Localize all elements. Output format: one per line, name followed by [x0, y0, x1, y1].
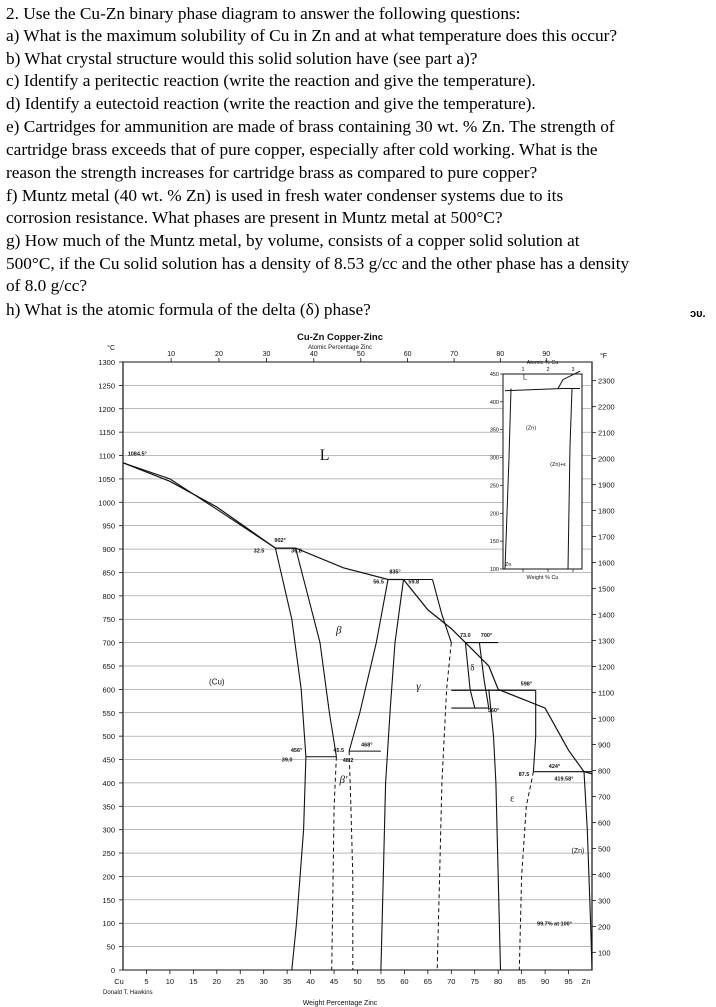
inset-top-label: Atomic % Cu: [526, 360, 559, 366]
point-label-t598: 598°: [520, 681, 533, 688]
tick-label-fahrenheit: 2000: [598, 454, 615, 464]
tick-label-celsius: 800: [102, 591, 115, 601]
tick-label-atomic: 70: [450, 351, 458, 358]
phase-label-gamma: γ: [416, 680, 421, 693]
tick-label-fahrenheit: 1400: [598, 610, 615, 620]
inset-phase-zn-eps: (Zn)+ε: [550, 461, 566, 468]
phase-label-liquid: L: [319, 447, 330, 465]
point-label-t560: 560°: [487, 707, 500, 714]
tick-label-atomic: 40: [309, 351, 318, 358]
gamma-top-right: [433, 580, 452, 643]
weight-axis-label: Weight Percentage Zinc: [302, 1000, 378, 1007]
tick-label-weight: 90: [540, 977, 550, 986]
question-line-0: 2. Use the Cu-Zn binary phase diagram to answer the following questions:: [6, 4, 521, 23]
tick-label-celsius: 950: [102, 521, 115, 531]
tick-label-weight: 50: [353, 977, 362, 986]
delta-left: [465, 643, 474, 709]
tick-label-atomic: 30: [262, 351, 271, 358]
tick-label-celsius: 50: [106, 942, 115, 952]
tick-label-celsius: 450: [102, 755, 115, 765]
celsius-unit: °C: [107, 345, 115, 352]
zn-end-label: Zn: [581, 977, 591, 986]
tick-label-celsius: 900: [102, 545, 115, 555]
question-line-12: of 8.0 g/cc?: [6, 276, 88, 295]
corner-mark: ɔυ.: [690, 308, 706, 320]
inset-zn-label: Zn: [505, 562, 512, 568]
tick-label-fahrenheit: 1600: [598, 558, 615, 568]
phase-label-zn: (Zn): [571, 848, 585, 856]
inset-temp-label: 400: [489, 399, 499, 406]
tick-label-fahrenheit: 200: [598, 922, 611, 932]
point-label-t48_2: 48.2: [342, 757, 354, 764]
point-label-t99_7: 99.7% at 100°: [537, 921, 572, 928]
tick-label-celsius: 1200: [98, 404, 115, 414]
inset-temp-label: 300: [489, 455, 499, 462]
gamma-left: [381, 580, 404, 971]
question-line-10: g) How much of the Muntz metal, by volume, consists of a copper solid solution at: [6, 231, 580, 250]
phase-label-beta-prime: β': [339, 773, 348, 786]
tick-label-weight: 95: [564, 977, 573, 986]
phase-label-beta: β: [335, 624, 342, 637]
tick-label-celsius: 500: [102, 732, 115, 742]
tick-label-celsius: 750: [102, 615, 115, 625]
inset-frame: [503, 374, 582, 569]
tick-label-atomic: 10: [167, 351, 176, 358]
tick-label-weight: 75: [470, 977, 479, 986]
tick-label-fahrenheit: 1300: [598, 636, 615, 646]
tick-label-celsius: 400: [102, 778, 115, 788]
tick-label-fahrenheit: 500: [598, 844, 611, 854]
tick-label-celsius: 300: [102, 825, 115, 835]
tick-label-celsius: 100: [102, 919, 115, 929]
tick-label-weight: 80: [494, 977, 503, 986]
tick-label-celsius: 1050: [98, 474, 115, 484]
cu-end-label: Cu: [114, 977, 124, 986]
tick-label-fahrenheit: 2300: [598, 376, 615, 386]
point-label-t73: 73.0: [460, 633, 471, 640]
point-label-t456: 456°: [290, 748, 303, 755]
point-label-t59_8: 59.8: [408, 579, 420, 586]
question-line-11: 500°C, if the Cu solid solution has a density of 8.53 g/cc and the other phase has a density: [6, 254, 630, 273]
tick-label-weight: 25: [236, 977, 245, 986]
point-label-t700: 700°: [480, 633, 493, 640]
tick-label-celsius: 1300: [98, 358, 115, 367]
tick-label-fahrenheit: 1900: [598, 480, 615, 490]
beta-prime-right: [349, 751, 353, 970]
tick-label-celsius: 250: [102, 849, 115, 859]
question-line-2: b) What crystal structure would this solid solution have (see part a)?: [6, 49, 478, 68]
tick-label-weight: 20: [212, 977, 221, 986]
zn-rich-inset: [490, 360, 582, 581]
point-label-t87_5: 87.5: [518, 771, 530, 778]
tick-label-celsius: 600: [102, 685, 115, 695]
tick-label-weight: 85: [517, 977, 526, 986]
tick-label-weight: 15: [189, 977, 198, 986]
tick-label-celsius: 1150: [98, 428, 115, 438]
inset-phase-l: L: [523, 374, 527, 382]
point-label-t419: 419.58°: [554, 776, 574, 783]
point-label-t36_8: 36.8: [291, 548, 302, 555]
inset-phase-zn: (Zn): [525, 425, 537, 432]
point-label-t902: 902°: [274, 538, 286, 545]
question-line-5: e) Cartridges for ammunition are made of brass containing 30 wt. % Zn. The strength of: [6, 117, 615, 136]
inset-x-label: 2: [546, 367, 550, 373]
tick-label-celsius: 1250: [98, 381, 115, 391]
epsilon-right-lower: [519, 772, 533, 970]
fahrenheit-unit: °F: [600, 353, 608, 360]
tick-label-fahrenheit: 100: [598, 948, 611, 958]
phase-label-cu: (Cu): [209, 677, 225, 687]
author-credit: Donald T. Hawkins: [103, 990, 153, 996]
question-line-9: corrosion resistance. What phases are present in Muntz metal at 500°C?: [6, 208, 503, 227]
question-line-6: cartridge brass exceeds that of pure copper, especially after cold working. What is the: [6, 140, 598, 159]
point-label-t56_5: 56.5: [373, 579, 384, 586]
inset-temp-label: 200: [489, 511, 499, 518]
inset-temp-label: 100: [489, 567, 499, 573]
tick-label-celsius: 150: [102, 895, 115, 905]
tick-label-fahrenheit: 1100: [598, 688, 615, 698]
point-label-t45_5: 45.5: [333, 748, 345, 755]
point-label-t32_5: 32.5: [253, 548, 265, 555]
zn-solvus: [584, 772, 592, 970]
tick-label-celsius: 700: [102, 638, 115, 648]
tick-label-fahrenheit: 700: [598, 792, 611, 802]
question-line-13: h) What is the atomic formula of the delta (δ) phase?: [6, 300, 371, 319]
point-label-cu_melt: 1084.5°: [127, 451, 147, 458]
point-label-t39: 39.0: [281, 757, 293, 764]
tick-label-fahrenheit: 1800: [598, 506, 615, 516]
question-line-3: c) Identify a peritectic reaction (write the reaction and give the temperature).: [6, 71, 536, 90]
tick-label-fahrenheit: 600: [598, 818, 611, 828]
point-label-t835: 835°: [389, 569, 401, 576]
tick-label-weight: 70: [447, 977, 456, 986]
tick-label-weight: 65: [423, 977, 433, 986]
inset-bottom-label: Weight % Cu: [526, 575, 559, 581]
tick-label-fahrenheit: 1700: [598, 532, 615, 542]
diagram-title: Cu-Zn Copper-Zinc: [296, 332, 384, 343]
tick-label-celsius: 850: [102, 568, 115, 578]
tick-label-weight: 60: [400, 977, 409, 986]
question-line-7: reason the strength increases for cartridge brass as compared to pure copper?: [6, 163, 538, 182]
inset-temp-label: 450: [489, 372, 499, 378]
tick-label-weight: 10: [165, 977, 175, 986]
tick-label-celsius: 1000: [98, 498, 115, 508]
tick-label-weight: 30: [259, 977, 268, 986]
beta-left-boundary: [296, 548, 337, 757]
tick-label-fahrenheit: 300: [598, 896, 611, 906]
inset-x-label: 1: [521, 367, 525, 373]
tick-label-fahrenheit: 1500: [598, 584, 615, 594]
tick-label-fahrenheit: 2200: [598, 402, 615, 412]
inset-temp-label: 350: [489, 427, 499, 434]
tick-label-celsius: 350: [102, 802, 115, 812]
tick-label-atomic: 90: [542, 351, 551, 358]
tick-label-celsius: 200: [102, 872, 115, 882]
phase-label-delta: δ: [470, 662, 475, 673]
question-line-8: f) Muntz metal (40 wt. % Zn) is used in fresh water condenser systems due to its: [6, 186, 564, 205]
tick-label-atomic: 80: [496, 351, 505, 358]
tick-label-fahrenheit: 800: [598, 766, 611, 776]
cu-solidus: [123, 463, 275, 548]
point-label-t424: 424°: [548, 763, 561, 770]
tick-label-fahrenheit: 1000: [598, 714, 615, 724]
tick-label-atomic: 20: [215, 351, 223, 358]
tick-label-weight: 5: [144, 977, 149, 986]
phase-label-epsilon: ε: [510, 793, 515, 805]
inset-temp-label: 150: [489, 539, 499, 546]
tick-label-atomic: 60: [403, 351, 412, 358]
delta-right: [479, 643, 488, 709]
cu-zn-phase-diagram: [0, 322, 716, 1007]
tick-label-weight: 55: [376, 977, 386, 986]
question-line-4: d) Identify a eutectoid reaction (write the reaction and give the temperature).: [6, 94, 536, 113]
inset-temp-label: 250: [489, 483, 499, 490]
tick-label-weight: 35: [282, 977, 292, 986]
tick-label-celsius: 550: [102, 708, 115, 718]
tick-label-celsius: 1100: [98, 451, 115, 461]
beta-prime-left: [332, 757, 337, 970]
tick-label-fahrenheit: 1200: [598, 662, 615, 672]
inset-x-label: 3: [571, 367, 575, 373]
tick-label-fahrenheit: 400: [598, 870, 611, 880]
tick-label-atomic: 50: [356, 351, 365, 358]
tick-label-fahrenheit: 2100: [598, 428, 615, 438]
tick-label-fahrenheit: 900: [598, 740, 611, 750]
tick-label-celsius: 0: [110, 966, 115, 975]
beta-right-boundary: [349, 580, 388, 752]
tick-label-weight: 40: [306, 977, 315, 986]
tick-label-celsius: 650: [102, 662, 115, 671]
question-line-1: a) What is the maximum solubility of Cu in Zn and at what temperature does this occur?: [6, 26, 618, 45]
atomic-axis-label: Atomic Percentage Zinc: [308, 345, 372, 351]
point-label-t468: 468°: [361, 742, 373, 749]
tick-label-weight: 45: [329, 977, 339, 986]
